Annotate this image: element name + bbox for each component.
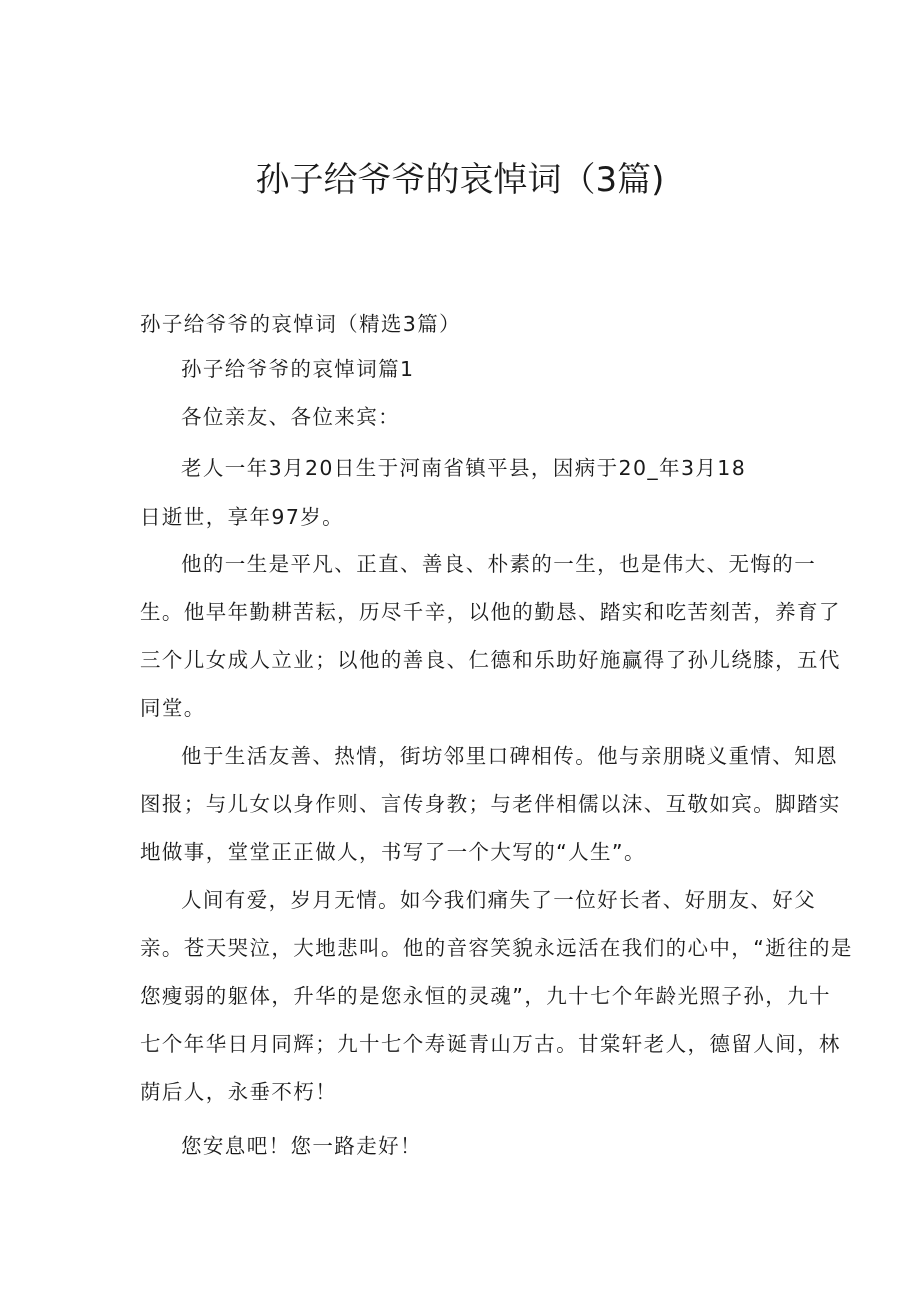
paragraph-4-line-3: 您瘦弱的躯体，升华的是您永恒的灵魂”，九十七个年龄光照子孙，九十	[140, 984, 831, 1008]
paragraph-4-line-2: 亲。苍天哭泣，大地悲叫。他的音容笑貌永远活在我们的心中，“逝往的是	[140, 936, 853, 960]
paragraph-4-line-4: 七个年华日月同辉；九十七个寿诞青山万古。甘棠轩老人，德留人间，林	[140, 1032, 841, 1056]
paragraph-1-line-1: 老人一年3月20日生于河南省镇平县，因病于20_年3月18	[181, 456, 747, 480]
document-subtitle: 孙子给爷爷的哀悼词（精选3篇）	[140, 312, 462, 336]
paragraph-2-line-1: 他的一生是平凡、正直、善良、朴素的一生，也是伟大、无悔的一	[181, 552, 817, 576]
paragraph-3-line-3: 地做事，堂堂正正做人，书写了一个大写的“人生”。	[140, 840, 646, 864]
paragraph-3-line-2: 图报；与儿女以身作则、言传身教；与老伴相儒以沫、互敬如宾。脚踏实	[140, 792, 841, 816]
section-heading: 孙子给爷爷的哀悼词篇1	[181, 357, 415, 381]
document-title: 孙子给爷爷的哀悼词（3篇)	[255, 160, 665, 200]
paragraph-1-line-2: 日逝世，享年97岁。	[140, 505, 345, 529]
paragraph-4-line-5: 荫后人，永垂不朽！	[140, 1080, 338, 1104]
closing-line: 您安息吧！您一路走好！	[181, 1134, 422, 1158]
paragraph-2-line-3: 三个儿女成人立业；以他的善良、仁德和乐助好施赢得了孙儿绕膝，五代	[140, 648, 841, 672]
paragraph-3-line-1: 他于生活友善、热情，街坊邻里口碑相传。他与亲朋晓义重情、知恩	[181, 744, 838, 768]
paragraph-2-line-2: 生。他早年勤耕苦耘，历尽千辛，以他的勤恳、踏实和吃苦刻苦，养育了	[140, 600, 841, 624]
greeting: 各位亲友、各位来宾：	[181, 405, 400, 429]
paragraph-2-line-4: 同堂。	[140, 696, 206, 720]
paragraph-4-line-1: 人间有爱，岁月无情。如今我们痛失了一位好长者、好朋友、好父	[181, 888, 817, 912]
